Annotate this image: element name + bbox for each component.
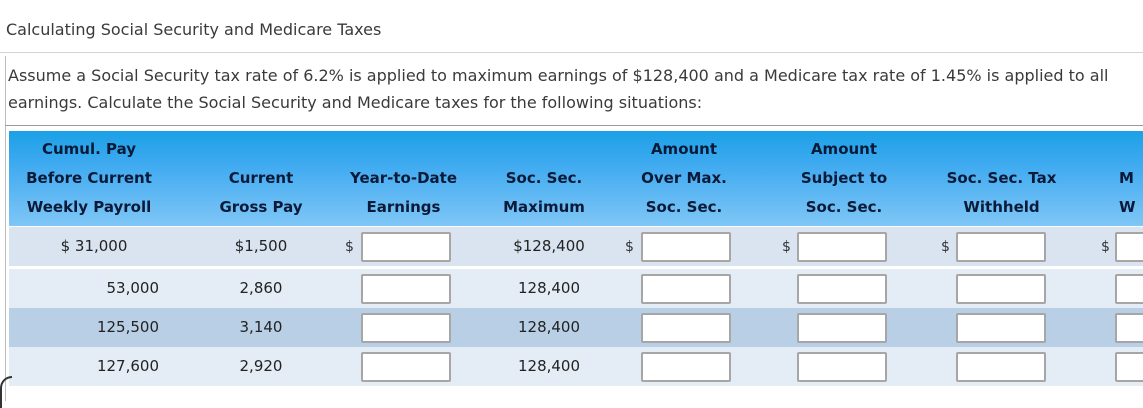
amount-over-max-input[interactable] [641, 274, 731, 304]
currency-symbol: $ [782, 239, 791, 255]
header-current-gross-pay: Current Gross Pay [219, 169, 303, 216]
page-title: Calculating Social Security and Medicare Taxes [6, 20, 382, 39]
gross-pay-cell: $1,500 [234, 237, 288, 255]
content-border [5, 56, 6, 401]
table-row [9, 347, 1143, 386]
title-divider [0, 52, 1143, 53]
ytd-earnings-input[interactable] [361, 352, 451, 382]
cumul-pay-cell: 127,600 [96, 357, 159, 375]
gross-pay-cell: 3,140 [239, 318, 283, 336]
amount-over-max-input[interactable] [641, 232, 731, 262]
table-row [9, 308, 1143, 347]
medicare-input[interactable] [1115, 274, 1143, 304]
currency-symbol: $ [1101, 239, 1110, 255]
table-header [9, 131, 1143, 226]
amount-subject-input[interactable] [797, 232, 887, 262]
medicare-input[interactable] [1115, 313, 1143, 343]
soc-sec-tax-input[interactable] [956, 232, 1046, 262]
gross-pay-cell: 2,860 [239, 279, 283, 297]
soc-sec-tax-input[interactable] [956, 352, 1046, 382]
maximum-cell: 128,400 [517, 318, 581, 336]
soc-sec-tax-input[interactable] [956, 313, 1046, 343]
amount-subject-input[interactable] [797, 313, 887, 343]
cumul-pay-cell: $ 31,000 [60, 237, 128, 255]
header-soc-sec-tax-withheld: Soc. Sec. Tax Withheld [946, 169, 1057, 216]
table-row [9, 269, 1143, 308]
table-top-border [5, 125, 1143, 126]
header-soc-sec-maximum: Soc. Sec. Maximum [503, 169, 585, 216]
medicare-input[interactable] [1115, 352, 1143, 382]
maximum-cell: 128,400 [517, 357, 581, 375]
header-medicare-clipped: M W [1119, 169, 1136, 216]
header-amount-over-max: Amount Over Max. Soc. Sec. [641, 140, 727, 216]
currency-symbol: $ [345, 239, 354, 255]
header-cumul-pay: Cumul. Pay Before Current Weekly Payroll [26, 140, 152, 216]
maximum-cell: $128,400 [513, 237, 585, 255]
currency-symbol: $ [941, 239, 950, 255]
gross-pay-cell: 2,920 [239, 357, 283, 375]
ytd-earnings-input[interactable] [361, 274, 451, 304]
header-ytd-earnings: Year-to-Date Earnings [349, 169, 458, 216]
bracket-mark [0, 376, 12, 408]
amount-over-max-input[interactable] [641, 313, 731, 343]
amount-subject-input[interactable] [797, 274, 887, 304]
ytd-earnings-input[interactable] [361, 313, 451, 343]
table-row [9, 227, 1143, 266]
soc-sec-tax-input[interactable] [956, 274, 1046, 304]
ytd-earnings-input[interactable] [361, 232, 451, 262]
header-amount-subject: Amount Subject to Soc. Sec. [800, 140, 888, 216]
amount-over-max-input[interactable] [641, 352, 731, 382]
question-text: Assume a Social Security tax rate of 6.2% is applied to maximum earnings of $128,400 and a Medicare tax rate of 1.45% is applied to all earnings. Calculate the Social Security and Medicare taxes for the following situations: [8, 66, 1109, 112]
cumul-pay-cell: 125,500 [96, 318, 159, 336]
maximum-cell: 128,400 [517, 279, 581, 297]
currency-symbol: $ [625, 239, 634, 255]
amount-subject-input[interactable] [797, 352, 887, 382]
medicare-input[interactable] [1115, 232, 1143, 262]
cumul-pay-cell: 53,000 [106, 279, 159, 297]
